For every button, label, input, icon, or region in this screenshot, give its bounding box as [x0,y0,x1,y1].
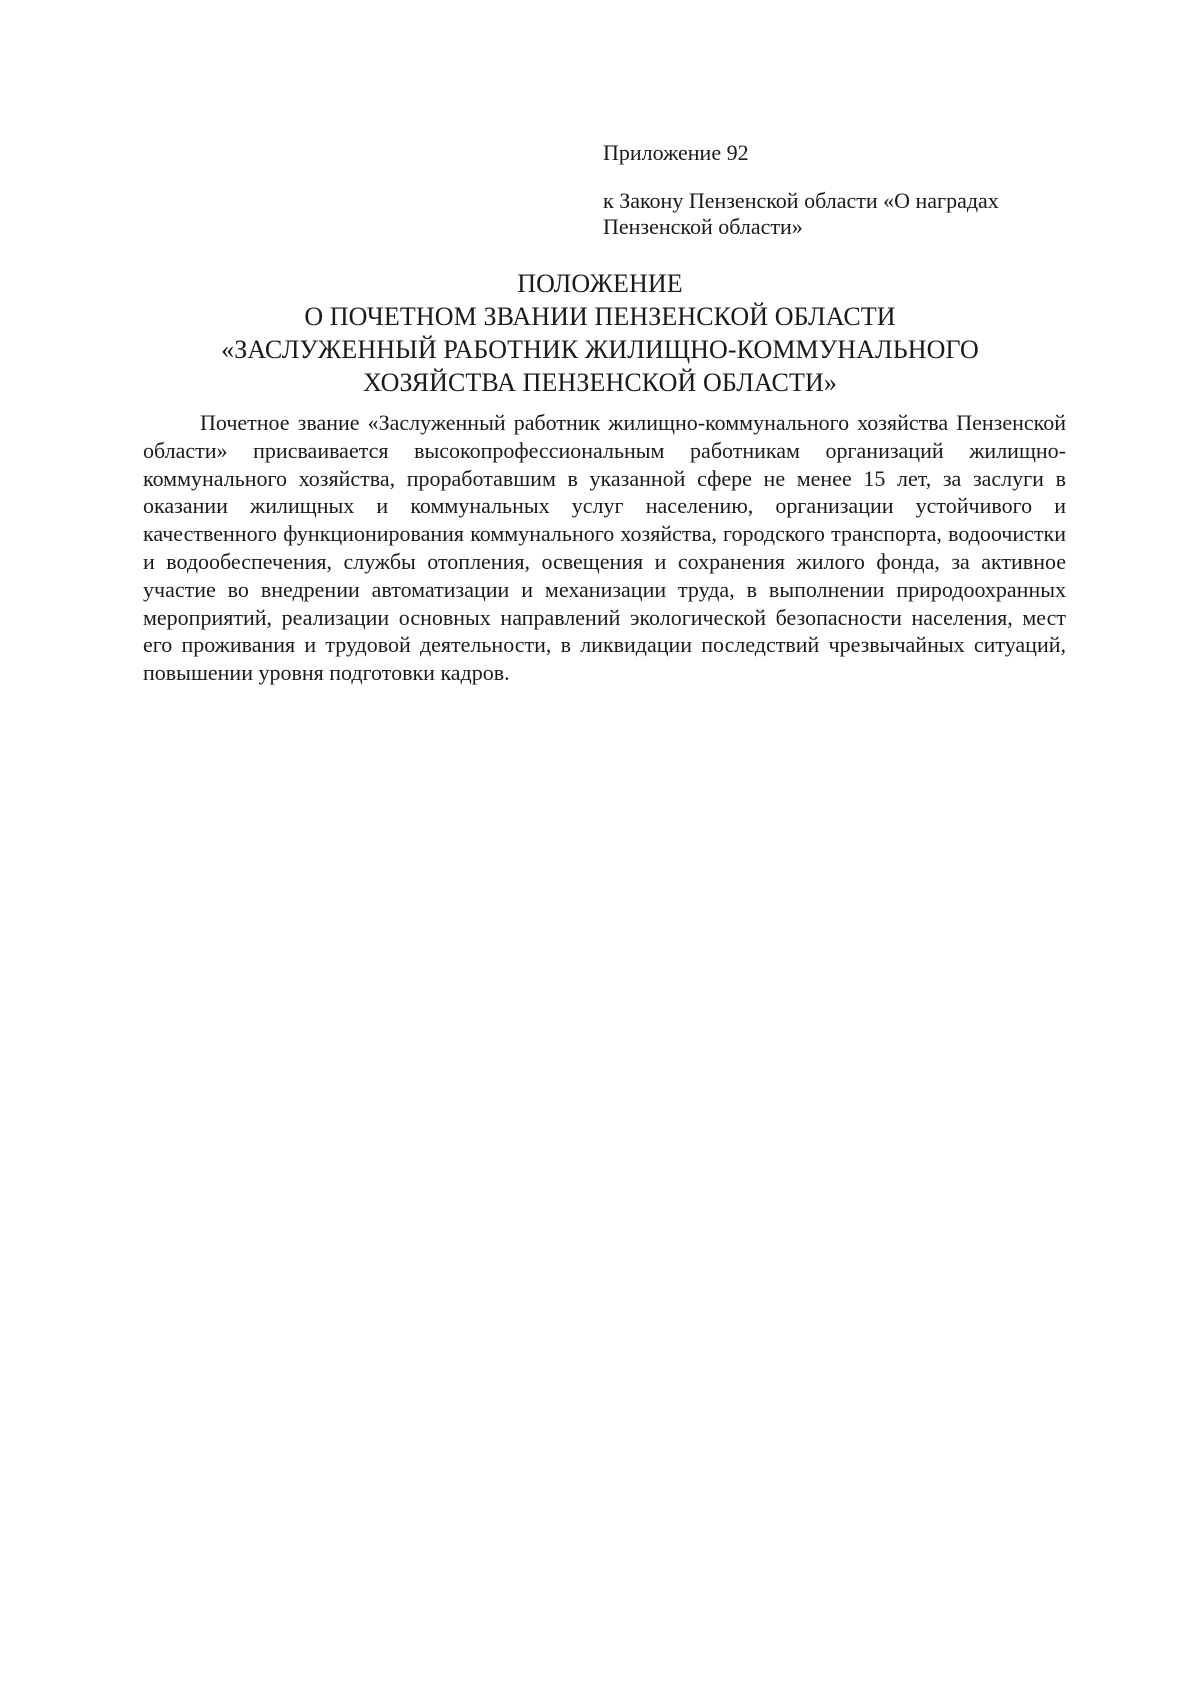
title-line-1: ПОЛОЖЕНИЕ [517,269,683,298]
document-title [130,267,1070,399]
title-line-4: ХОЗЯЙСТВА ПЕНЗЕНСКОЙ ОБЛАСТИ» [363,368,837,397]
title-line-2: О ПОЧЕТНОМ ЗВАНИИ ПЕНЗЕНСКОЙ ОБЛАСТИ [304,302,896,331]
appendix-header [603,140,1083,240]
appendix-law-reference: к Закону Пензенской области «О наградах Пензенской области» [603,188,999,239]
body-paragraph: Почетное звание «Заслуженный работник жилищно-коммунального хозяйства Пензенской области» присваивается высокопрофессиональным работникам организаций жилищно-коммунального хозяйства, проработавшим в указанной сфере не менее 15 лет, за заслуги в оказании жилищных и коммунальных услуг населению, организации устойчивого и качественного функционирования коммунального хозяйства, городского транспорта, водоочистки и водообеспечения, службы отопления, освещения и сохранения жилого фонда, за активное участие во внедрении автоматизации и механизации труда, в выполнении природоохранных мероприятий, реализации основных направлений экологической безопасности населения, мест его проживания и трудовой деятельности, в ликвидации последствий чрезвычайных ситуаций, повышении уровня подготовки кадров. [143,410,1066,686]
appendix-number: Приложение 92 [603,140,749,165]
title-line-3: «ЗАСЛУЖЕННЫЙ РАБОТНИК ЖИЛИЩНО-КОММУНАЛЬНОГО [221,335,979,364]
